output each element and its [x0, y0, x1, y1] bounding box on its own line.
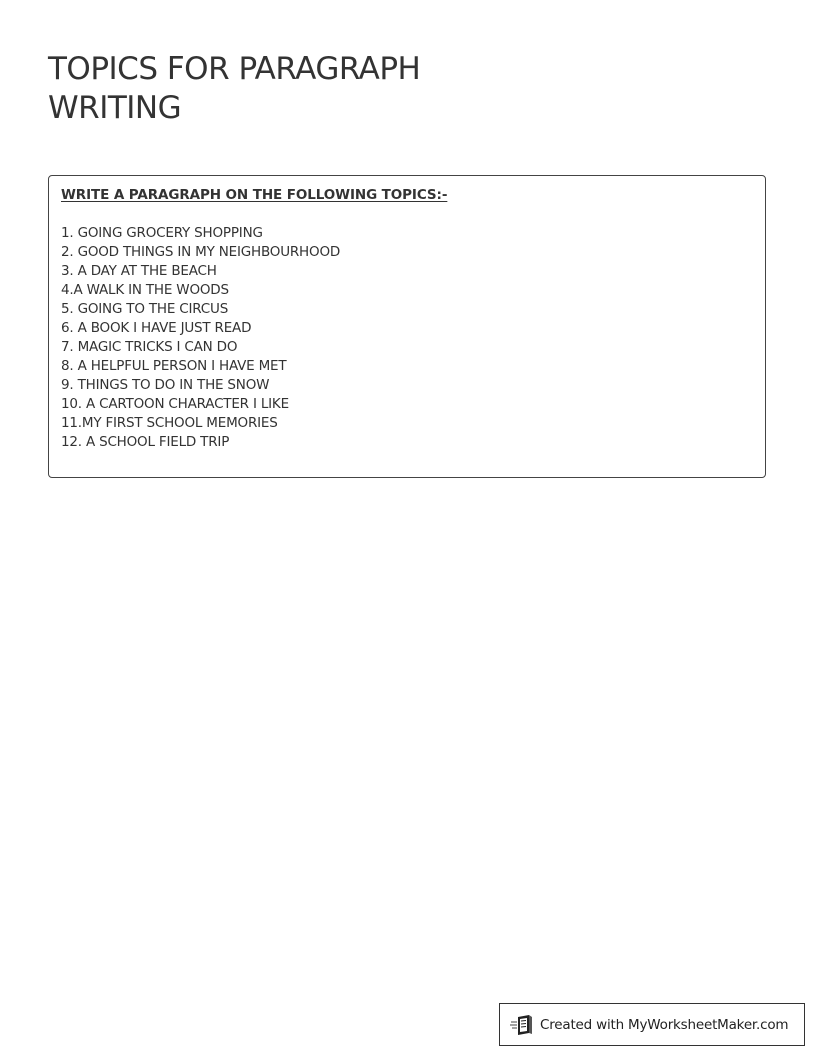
topic-item: 1. GOING GROCERY SHOPPING: [61, 225, 263, 241]
topic-item: 5. GOING TO THE CIRCUS: [61, 301, 229, 317]
topic-item: 11.MY FIRST SCHOOL MEMORIES: [61, 415, 278, 431]
topic-item: 4.A WALK IN THE WOODS: [61, 282, 229, 298]
topic-item: 9. THINGS TO DO IN THE SNOW: [61, 377, 270, 393]
topic-list: [61, 224, 753, 452]
topic-item: 6. A BOOK I HAVE JUST READ: [61, 320, 252, 336]
topic-item: 8. A HELPFUL PERSON I HAVE MET: [61, 358, 287, 374]
topic-item: 2. GOOD THINGS IN MY NEIGHBOURHOOD: [61, 244, 341, 260]
topic-item: 3. A DAY AT THE BEACH: [61, 263, 217, 279]
page-title-line-1: TOPICS FOR PARAGRAPH: [48, 51, 421, 87]
worksheet-maker-logo-icon: [510, 1014, 534, 1036]
topic-item: 7. MAGIC TRICKS I CAN DO: [61, 339, 238, 355]
topic-item: 10. A CARTOON CHARACTER I LIKE: [61, 396, 289, 412]
footer-badge[interactable]: [499, 1003, 805, 1046]
footer-credit-text: Created with MyWorksheetMaker.com: [540, 1016, 789, 1033]
topics-box: [48, 175, 766, 478]
topic-item: 12. A SCHOOL FIELD TRIP: [61, 434, 230, 450]
page-title-line-2: WRITING: [48, 90, 182, 126]
instruction-heading: WRITE A PARAGRAPH ON THE FOLLOWING TOPICS:-: [61, 187, 448, 203]
page-title: [48, 50, 568, 128]
